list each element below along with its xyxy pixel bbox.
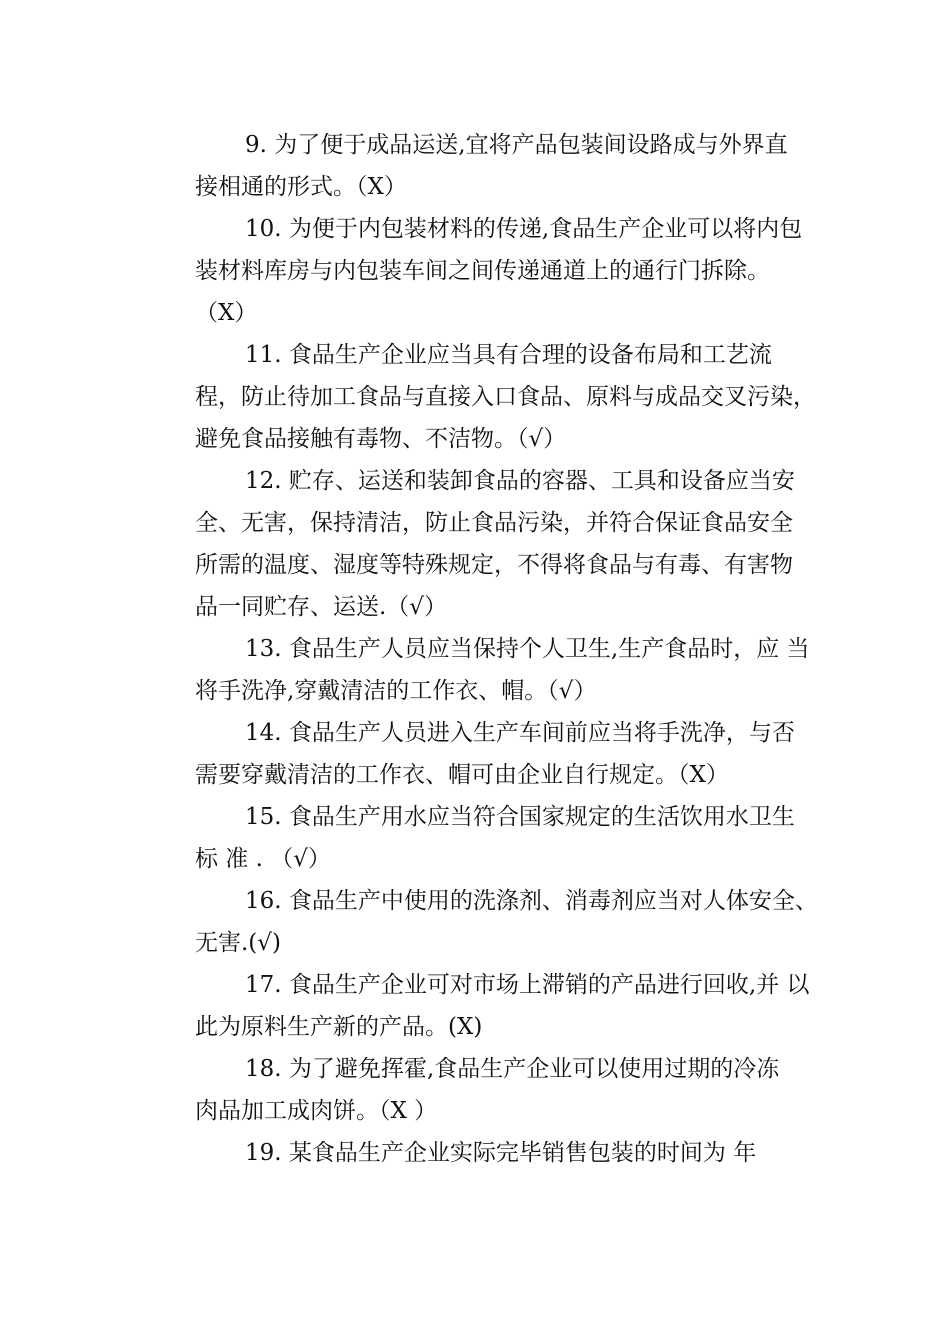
question-13-line-2: 将手洗净,穿戴清洁的工作衣、帽。（√） (195, 678, 597, 704)
question-18-line-2: 肉品加工成肉饼。（X ） (195, 1098, 438, 1124)
question-12-line-2: 全、无害，保持清洁，防止食品污染，并符合保证食品安全 (195, 510, 793, 536)
question-9 (145, 124, 835, 208)
question-16-line-2: 无害.(√) (195, 930, 281, 956)
question-11-line-3: 避免食品接触有毒物、不洁物。（√） (195, 426, 567, 452)
question-11-line-1: 11. 食品生产企业应当具有合理的设备布局和工艺流 (245, 342, 772, 368)
question-14-line-1: 14. 食品生产人员进入生产车间前应当将手洗净，与否 (245, 720, 795, 746)
question-15-line-1: 15. 食品生产用水应当符合国家规定的生活饮用水卫生 (245, 804, 795, 830)
question-12-line-3: 所需的温度、湿度等特殊规定，不得将食品与有毒、有害物 (195, 552, 793, 578)
question-17 (145, 964, 835, 1048)
document-body (145, 124, 835, 1174)
question-17-line-2: 此为原料生产新的产品。(X) (195, 1014, 483, 1040)
question-15-line-2: 标 准 . （√） (195, 846, 331, 872)
question-11 (145, 334, 835, 460)
question-12-line-4: 品一同贮存、运送.（√） (195, 594, 447, 620)
question-13-line-1: 13. 食品生产人员应当保持个人卫生,生产食品时，应 当 (245, 636, 810, 662)
question-19-line-1: 19. 某食品生产企业实际完毕销售包装的时间为 年 (245, 1140, 757, 1166)
question-17-line-1: 17. 食品生产企业可对市场上滞销的产品进行回收,并 以 (245, 972, 810, 998)
question-11-line-2: 程，防止待加工食品与直接入口食品、原料与成品交叉污染， (195, 384, 816, 410)
question-10-line-1: 10. 为便于内包装材料的传递,食品生产企业可以将内包 (245, 216, 803, 242)
question-19 (145, 1132, 835, 1174)
question-10-line-3: （X） (195, 300, 258, 326)
question-13 (145, 628, 835, 712)
question-14-line-2: 需要穿戴清洁的工作衣、帽可由企业自行规定。（X） (195, 762, 729, 788)
question-18-line-1: 18. 为了避免挥霍,食品生产企业可以使用过期的冷冻 (245, 1056, 780, 1082)
question-16-line-1: 16. 食品生产中使用的洗涤剂、消毒剂应当对人体安全、 (245, 888, 818, 914)
question-12-line-1: 12. 贮存、运送和装卸食品的容器、工具和设备应当安 (245, 468, 795, 494)
question-9-line-2: 接相通的形式。（X） (195, 174, 407, 200)
question-16 (145, 880, 835, 964)
question-14 (145, 712, 835, 796)
question-18 (145, 1048, 835, 1132)
question-12 (145, 460, 835, 628)
question-9-line-1: 9. 为了便于成品运送,宜将产品包装间设路成与外界直 (245, 132, 788, 158)
question-10 (145, 208, 835, 334)
question-10-line-2: 装材料库房与内包装车间之间传递通道上的通行门拆除。 (195, 258, 770, 284)
question-15 (145, 796, 835, 880)
